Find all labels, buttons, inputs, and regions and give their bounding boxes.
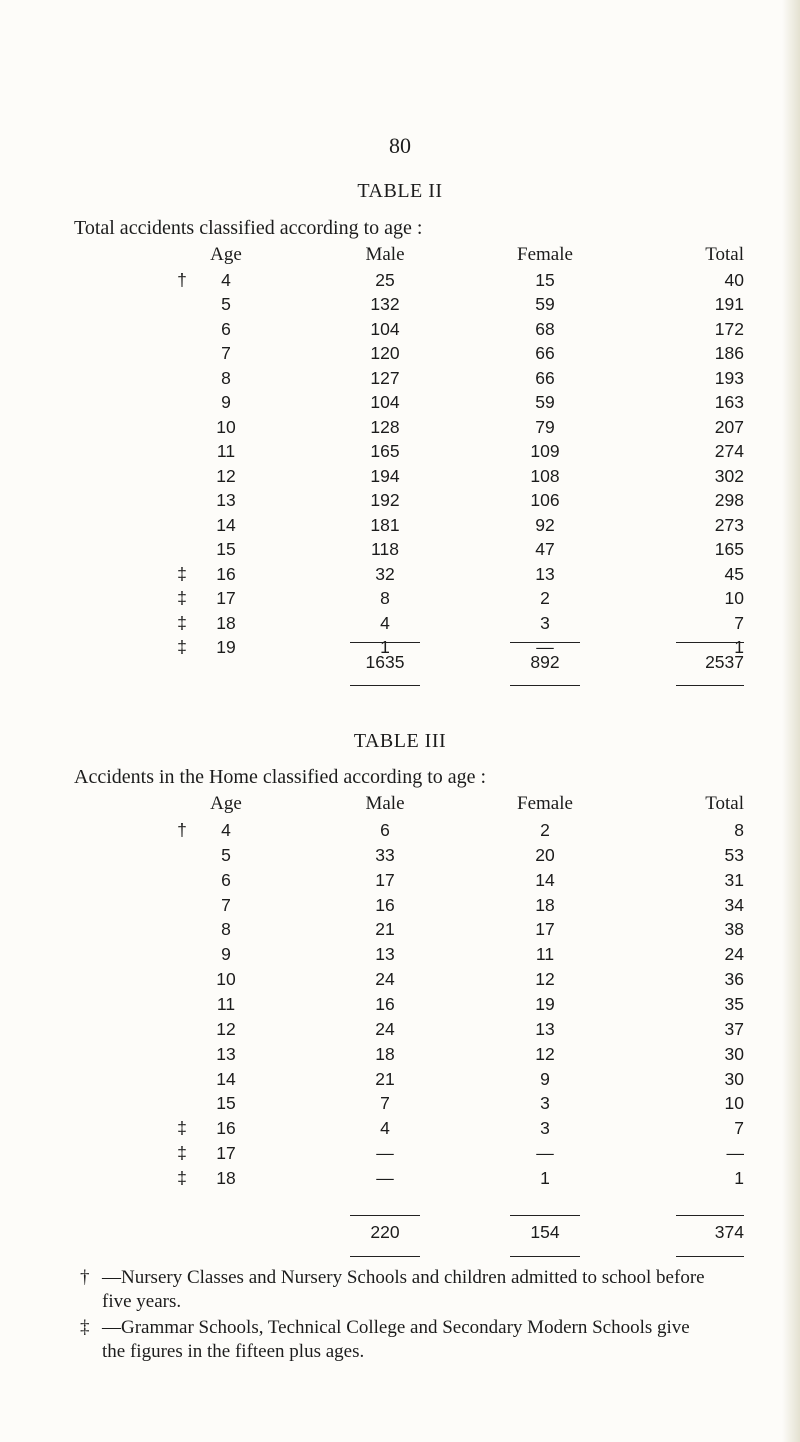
- female-cell: 92: [535, 514, 555, 535]
- age-cell: 10: [216, 416, 236, 437]
- female-cell: 2: [540, 588, 550, 609]
- total-cell: 207: [714, 416, 744, 437]
- table-row: [0, 895, 800, 921]
- female-cell: 2: [540, 820, 550, 840]
- age-cell: 17: [216, 1143, 236, 1164]
- table-row: [0, 588, 800, 614]
- age-cell: 12: [216, 465, 236, 486]
- table-title: TABLE III: [353, 730, 447, 752]
- male-cell: 4: [380, 1118, 390, 1139]
- rule-total-bottom: [676, 685, 744, 686]
- header-male: Male: [365, 793, 405, 814]
- female-cell: 18: [535, 894, 555, 915]
- total-cell: 31: [724, 869, 744, 890]
- table-row: [0, 994, 800, 1020]
- male-cell: —: [376, 1143, 394, 1164]
- age-cell: 7: [221, 343, 231, 364]
- rule-male-bottom: [350, 685, 420, 686]
- male-cell: —: [376, 1168, 394, 1189]
- male-cell: 192: [370, 490, 400, 511]
- male-cell: 127: [370, 367, 400, 388]
- age-cell: 6: [221, 318, 231, 339]
- male-cell: 194: [370, 465, 400, 486]
- male-cell: 6: [380, 820, 390, 840]
- male-cell: 24: [375, 1018, 395, 1039]
- female-cell: 3: [540, 612, 550, 633]
- total-cell: 163: [714, 392, 744, 413]
- total-female: 154: [530, 1222, 560, 1242]
- table-row: [0, 820, 800, 846]
- male-cell: 21: [375, 1068, 395, 1089]
- rule-male-top: [350, 642, 420, 643]
- female-cell: 3: [540, 1093, 550, 1114]
- table-row: [0, 490, 800, 516]
- male-cell: 132: [370, 294, 400, 315]
- row-mark: ‡: [177, 1143, 187, 1164]
- total-cell: 24: [724, 944, 744, 965]
- male-cell: 32: [375, 563, 395, 584]
- row-mark: ‡: [177, 1118, 187, 1139]
- male-cell: 120: [370, 343, 400, 364]
- total-cell: 193: [714, 367, 744, 388]
- footnote-text-continued: five years.: [102, 1291, 182, 1312]
- female-cell: —: [536, 637, 554, 658]
- female-cell: 47: [535, 539, 555, 560]
- table-row: [0, 1168, 800, 1194]
- footnote-text: —Grammar Schools, Technical College and Secondary Modern Schools give: [102, 1317, 690, 1338]
- total-cell: 172: [714, 318, 744, 339]
- age-cell: 10: [216, 969, 236, 990]
- row-mark: ‡: [177, 563, 187, 584]
- age-cell: 19: [216, 637, 236, 658]
- table-row: [0, 845, 800, 871]
- totals-row: [0, 652, 800, 678]
- table-header-row: [0, 244, 800, 270]
- header-female: Female: [517, 244, 573, 265]
- table-row: [0, 466, 800, 492]
- total-cell: 35: [724, 994, 744, 1015]
- total-cell: 298: [714, 490, 744, 511]
- age-cell: 13: [216, 1043, 236, 1064]
- table-row: [0, 539, 800, 565]
- female-cell: 13: [535, 1018, 555, 1039]
- age-cell: 5: [221, 844, 231, 865]
- table-row: [0, 1069, 800, 1095]
- female-cell: 15: [535, 270, 555, 290]
- total-cell: 38: [724, 919, 744, 940]
- rule-total-top: [676, 1215, 744, 1216]
- total-cell: —: [726, 1143, 744, 1164]
- total-cell: 30: [724, 1068, 744, 1089]
- page-number: 80: [389, 133, 411, 158]
- age-cell: 5: [221, 294, 231, 315]
- age-cell: 8: [221, 919, 231, 940]
- female-cell: 12: [535, 969, 555, 990]
- total-cell: 36: [724, 969, 744, 990]
- age-cell: 8: [221, 367, 231, 388]
- female-cell: 79: [535, 416, 555, 437]
- table-title: TABLE II: [357, 180, 443, 202]
- total-cell: 7: [734, 1118, 744, 1139]
- table-row: [0, 417, 800, 443]
- age-cell: 18: [216, 612, 236, 633]
- table-caption: Accidents in the Home classified according to age :: [74, 766, 487, 788]
- table-row: [0, 441, 800, 467]
- header-total: Total: [705, 793, 744, 814]
- female-cell: 1: [540, 1168, 550, 1189]
- header-age: Age: [210, 793, 242, 814]
- female-cell: 106: [530, 490, 560, 511]
- male-cell: 24: [375, 969, 395, 990]
- total-cell: 10: [724, 1093, 744, 1114]
- age-cell: 16: [216, 1118, 236, 1139]
- footnote-text-continued: the figures in the fifteen plus ages.: [102, 1341, 365, 1362]
- table-row: [0, 319, 800, 345]
- header-female: Female: [517, 793, 573, 814]
- male-cell: 16: [375, 994, 395, 1015]
- table-row: [0, 564, 800, 590]
- total-cell: 8: [734, 820, 744, 840]
- footnote-text: —Nursery Classes and Nursery Schools and children admitted to school before: [102, 1267, 705, 1288]
- header-total: Total: [705, 244, 744, 265]
- total-cell: 165: [714, 539, 744, 560]
- total-cell: 186: [714, 343, 744, 364]
- total-cell: 10: [724, 588, 744, 609]
- rule-female-top: [510, 1215, 580, 1216]
- female-cell: 13: [535, 563, 555, 584]
- rule-female-bottom: [510, 1256, 580, 1257]
- table-row: [0, 1044, 800, 1070]
- table-row: [0, 270, 800, 296]
- age-cell: 14: [216, 1068, 236, 1089]
- total-cell: 34: [724, 894, 744, 915]
- age-cell: 6: [221, 869, 231, 890]
- age-cell: 13: [216, 490, 236, 511]
- age-cell: 11: [216, 994, 236, 1015]
- rule-total-bottom: [676, 1256, 744, 1257]
- total-cell: 191: [714, 294, 744, 315]
- female-cell: 3: [540, 1118, 550, 1139]
- female-cell: 66: [535, 343, 555, 364]
- age-cell: 12: [216, 1018, 236, 1039]
- total-all: 374: [714, 1222, 744, 1242]
- row-mark: †: [177, 270, 187, 290]
- male-cell: 16: [375, 894, 395, 915]
- age-cell: 14: [216, 514, 236, 535]
- male-cell: 13: [375, 944, 395, 965]
- female-cell: 17: [535, 919, 555, 940]
- female-cell: 12: [535, 1043, 555, 1064]
- header-age: Age: [210, 244, 242, 265]
- male-cell: 165: [370, 441, 400, 462]
- total-all: 2537: [705, 652, 744, 672]
- footnote-nursery: [80, 1266, 790, 1314]
- male-cell: 104: [370, 392, 400, 413]
- male-cell: 8: [380, 588, 390, 609]
- age-cell: 15: [216, 1093, 236, 1114]
- table-row: [0, 1118, 800, 1144]
- male-cell: 104: [370, 318, 400, 339]
- table-row: [0, 1093, 800, 1119]
- age-cell: 4: [221, 820, 231, 840]
- total-cell: 274: [714, 441, 744, 462]
- age-cell: 4: [221, 270, 231, 290]
- male-cell: 33: [375, 844, 395, 865]
- dagger-symbol: †: [80, 1267, 90, 1288]
- rule-male-bottom: [350, 1256, 420, 1257]
- total-male: 220: [370, 1222, 400, 1242]
- female-cell: 59: [535, 392, 555, 413]
- age-cell: 17: [216, 588, 236, 609]
- total-cell: 273: [714, 514, 744, 535]
- total-cell: 302: [714, 465, 744, 486]
- age-cell: 15: [216, 539, 236, 560]
- female-cell: 9: [540, 1068, 550, 1089]
- male-cell: 4: [380, 612, 390, 633]
- table-row: [0, 368, 800, 394]
- age-cell: 7: [221, 894, 231, 915]
- male-cell: 128: [370, 416, 400, 437]
- female-cell: 108: [530, 465, 560, 486]
- total-cell: 7: [734, 612, 744, 633]
- rule-female-top: [510, 642, 580, 643]
- totals-row: [0, 1222, 800, 1248]
- double-dagger-symbol: ‡: [80, 1317, 90, 1338]
- male-cell: 1: [380, 637, 390, 658]
- total-female: 892: [530, 652, 560, 672]
- male-cell: 18: [375, 1043, 395, 1064]
- table-row: [0, 515, 800, 541]
- table-row: [0, 294, 800, 320]
- total-cell: 30: [724, 1043, 744, 1064]
- table-row: [0, 1019, 800, 1045]
- row-mark: †: [177, 820, 187, 840]
- total-cell: 53: [724, 844, 744, 865]
- rule-total-top: [676, 642, 744, 643]
- rule-male-top: [350, 1215, 420, 1216]
- table-row: [0, 944, 800, 970]
- female-cell: 11: [535, 944, 555, 965]
- female-cell: 59: [535, 294, 555, 315]
- total-cell: 1: [734, 637, 744, 658]
- table-row: [0, 392, 800, 418]
- total-male: 1635: [365, 652, 405, 672]
- female-cell: 20: [535, 844, 555, 865]
- age-cell: 16: [216, 563, 236, 584]
- row-mark: ‡: [177, 1168, 187, 1189]
- female-cell: 109: [530, 441, 560, 462]
- table-row: [0, 870, 800, 896]
- total-cell: 40: [724, 270, 744, 290]
- total-cell: 45: [724, 563, 744, 584]
- female-cell: 19: [535, 994, 555, 1015]
- total-cell: 37: [724, 1018, 744, 1039]
- female-cell: 14: [535, 869, 555, 890]
- male-cell: 118: [371, 539, 399, 560]
- female-cell: —: [536, 1143, 554, 1164]
- row-mark: ‡: [177, 637, 187, 658]
- row-mark: ‡: [177, 612, 187, 633]
- row-mark: ‡: [177, 588, 187, 609]
- age-cell: 18: [216, 1168, 236, 1189]
- table-row: [0, 969, 800, 995]
- table-caption: Total accidents classified according to age :: [74, 217, 423, 239]
- table-row: [0, 1143, 800, 1169]
- rule-female-bottom: [510, 685, 580, 686]
- female-cell: 68: [535, 318, 555, 339]
- age-cell: 9: [221, 944, 231, 965]
- table-row: [0, 613, 800, 639]
- female-cell: 66: [535, 367, 555, 388]
- age-cell: 11: [216, 441, 236, 462]
- footnote-grammar: [80, 1316, 790, 1364]
- table-row: [0, 343, 800, 369]
- table-header-row: [0, 793, 800, 819]
- male-cell: 7: [380, 1093, 390, 1114]
- male-cell: 181: [370, 514, 400, 535]
- male-cell: 25: [375, 270, 395, 290]
- age-cell: 9: [221, 392, 231, 413]
- total-cell: 1: [734, 1168, 744, 1189]
- male-cell: 21: [375, 919, 395, 940]
- table-row: [0, 919, 800, 945]
- male-cell: 17: [375, 869, 395, 890]
- header-male: Male: [365, 244, 405, 265]
